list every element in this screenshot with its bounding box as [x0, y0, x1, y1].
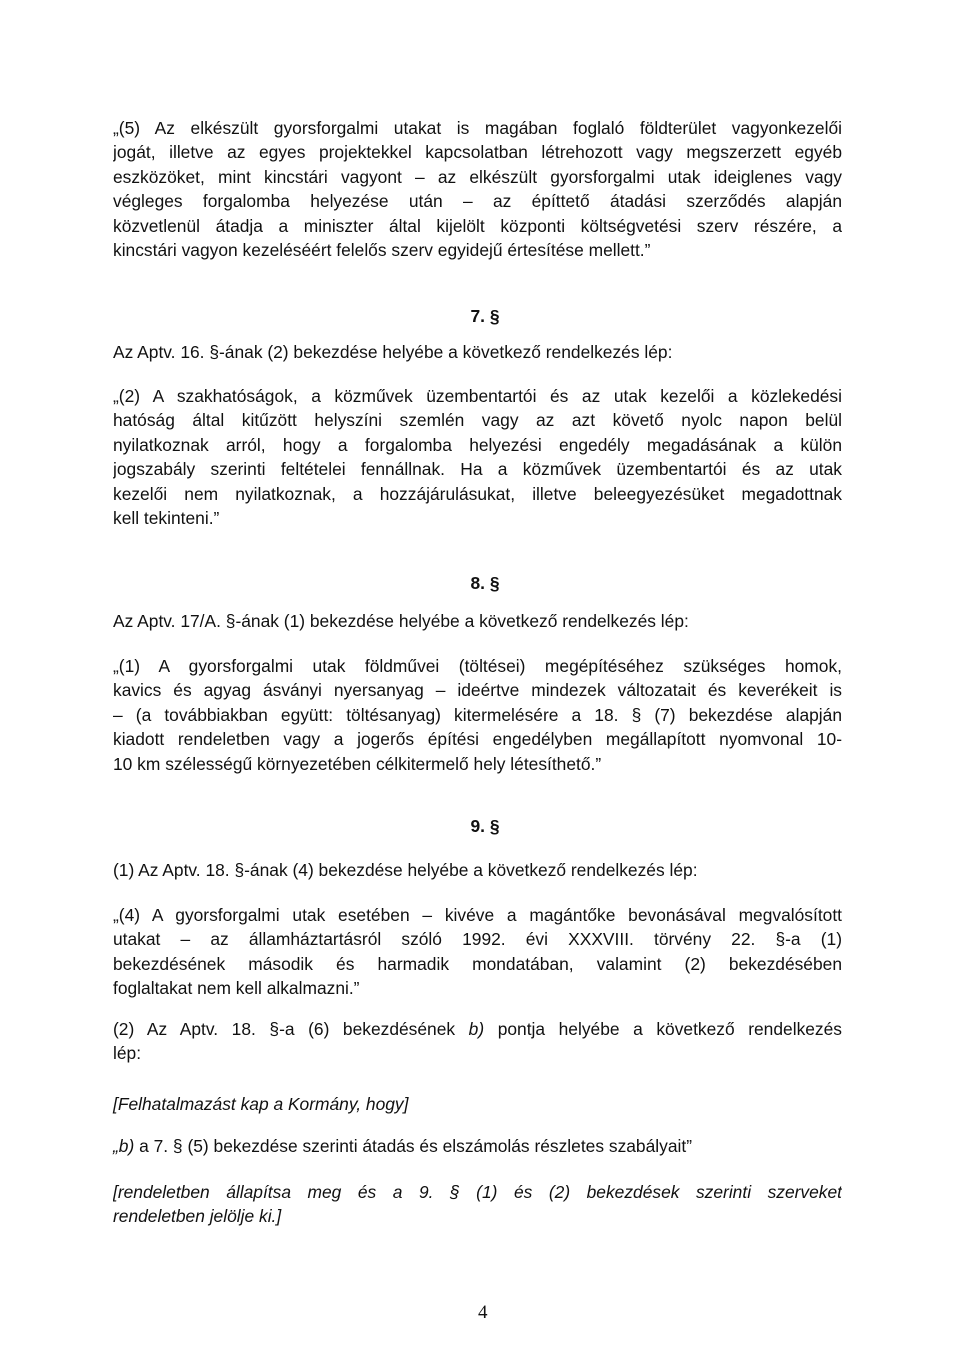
section-heading-9: 9. §	[470, 816, 500, 836]
text-line: kiadott rendeletben vagy a jogerős építési engedélyben megállapított nyomvonal 10-	[113, 729, 842, 750]
text-line: kell tekinteni.”	[113, 507, 220, 528]
text-line: rendeletben jelölje ki.]	[113, 1206, 282, 1227]
text-line: – (a továbbiakban együtt: töltésanyag) kitermelésére a 18. § (7) bekezdése alapján	[113, 704, 842, 725]
text-line: „(1) A gyorsforgalmi utak földművei (töltései) megépítéséhez szükséges homok,	[113, 656, 842, 676]
text-line: kavics és agyag ásványi nyersanyag – ideértve mindezek változatait és keverékeit is	[113, 680, 842, 701]
text-line: lép:	[113, 1043, 142, 1064]
text-line: „(2) A szakhatóságok, a közművek üzembentartói és az utak kezelői a közlekedési	[113, 386, 842, 406]
paragraph-bracket-intro	[113, 1092, 842, 1116]
text-line: jogát, illetve az egyes projektekkel kapcsolatban létrehozott vagy megszerzett egyéb	[113, 142, 842, 163]
text-run-italic: „b)	[113, 1136, 135, 1156]
text-run: a 7. § (5) bekezdése szerinti átadás és elszámolás részletes szabályait”	[134, 1136, 692, 1156]
paragraph-intro-16	[113, 340, 842, 364]
paragraph-intro-18-6	[113, 1017, 842, 1066]
text-run: (2) Az Aptv. 18. §-a (6) bekezdésének	[113, 1019, 469, 1039]
paragraph-intro-17a	[113, 609, 842, 633]
text-line: hatóság által kitűzött helyszíni szemlén vagy az azt követő nyolc napon belül	[113, 410, 842, 431]
text-line: foglaltakat nem kell alkalmazni.”	[113, 978, 360, 999]
section-heading-7: 7. §	[470, 306, 500, 326]
text-line: eszközöket, mint kincstári vagyont – az elkészült gyorsforgalmi utak ideiglenes vagy	[113, 166, 842, 187]
text-line: közvetlenül átadja a miniszter által kijelölt központi költségvetési szerv részére, a	[113, 215, 842, 236]
text-line: 10 km szélességű környezetében célkitermelő hely létesíthető.”	[113, 753, 602, 774]
page-number: 4	[478, 1302, 488, 1323]
text-line: Az Aptv. 16. §-ának (2) bekezdése helyébe a következő rendelkezés lép:	[113, 342, 673, 362]
paragraph-point-b	[113, 1134, 842, 1158]
paragraph-aptv-18-4	[113, 903, 842, 1001]
paragraph-bracket-outro	[113, 1180, 842, 1229]
text-line: Az Aptv. 17/A. §-ának (1) bekezdése helyébe a következő rendelkezés lép:	[113, 611, 689, 631]
paragraph-intro-18-4	[113, 858, 842, 882]
text-line: nyilatkoznak arról, hogy a forgalomba helyezési engedély megadásának a külön	[113, 434, 842, 455]
text-line: (1) Az Aptv. 18. §-ának (4) bekezdése helyébe a következő rendelkezés lép:	[113, 860, 698, 880]
text-run-italic: b)	[468, 1019, 485, 1039]
text-line: „(4) A gyorsforgalmi utak esetében – kivéve a magántőke bevonásával megvalósított	[113, 905, 842, 925]
paragraph-aptv-17a-1	[113, 654, 842, 776]
text-line: [rendeletben állapítsa meg és a 9. § (1) és (2) bekezdések szerinti szerveket	[113, 1182, 842, 1202]
text-line: bekezdésének második és harmadik mondatában, valamint (2) bekezdésében	[113, 953, 842, 974]
text-line: „(5) Az elkészült gyorsforgalmi utakat is magában foglaló földterület vagyonkezelői	[113, 118, 842, 138]
paragraph-aptv-5	[113, 116, 842, 262]
text-line	[113, 1017, 842, 1041]
section-heading-8: 8. §	[470, 573, 500, 593]
text-line	[113, 1134, 842, 1158]
text-line: végleges forgalomba helyezése után – az építtető átadási szerződés alapján	[113, 191, 842, 212]
text-run: pontja helyébe a következő rendelkezés	[484, 1019, 842, 1039]
text-line: kezelői nem nyilatkoznak, a hozzájárulásukat, illetve beleegyezésüket megadottnak	[113, 483, 842, 504]
text-line: jogszabály szerinti feltételei fennállnak. Ha a közművek üzembentartói és az utak	[113, 459, 842, 480]
text-line: kincstári vagyon kezeléséért felelős szerv egyidejű értesítése mellett.”	[113, 239, 651, 260]
text-line: [Felhatalmazást kap a Kormány, hogy]	[113, 1094, 409, 1114]
paragraph-aptv-16-2	[113, 384, 842, 530]
text-line: utakat – az államháztartásról szóló 1992. évi XXXVIII. törvény 22. §-a (1)	[113, 929, 842, 950]
